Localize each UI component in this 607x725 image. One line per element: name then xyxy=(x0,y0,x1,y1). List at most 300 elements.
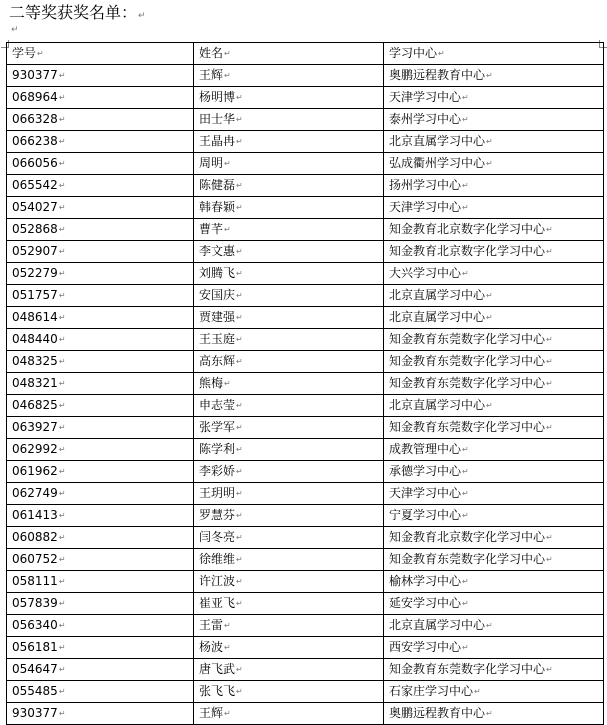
empty-paragraph-mark-icon: ↵ xyxy=(11,25,19,35)
cell-mark-icon: ↵ xyxy=(236,247,243,256)
cell-mark-icon: ↵ xyxy=(462,467,469,476)
cell-mark-icon: ↵ xyxy=(236,357,243,366)
cell-student-name xyxy=(194,131,384,153)
cell-student-name-text: 田士华 xyxy=(199,112,236,126)
cell-study-center xyxy=(384,307,604,329)
cell-mark-icon: ↵ xyxy=(236,291,243,300)
cell-mark-icon: ↵ xyxy=(462,577,469,586)
cell-mark-icon: ↵ xyxy=(58,181,66,190)
cell-mark-icon: ↵ xyxy=(546,555,553,564)
cell-study-center xyxy=(384,593,604,615)
cell-mark-icon: ↵ xyxy=(58,533,66,542)
cell-student-id xyxy=(7,373,194,395)
cell-student-name-text: 王玥明 xyxy=(199,486,236,500)
cell-student-id-text: 060752 xyxy=(12,552,58,566)
cell-mark-icon: ↵ xyxy=(236,665,243,674)
table-row xyxy=(7,307,604,329)
cell-student-name-text: 陈学利 xyxy=(199,442,236,456)
cell-student-id xyxy=(7,395,194,417)
cell-mark-icon: ↵ xyxy=(58,665,66,674)
cell-mark-icon: ↵ xyxy=(236,115,243,124)
cell-student-name xyxy=(194,87,384,109)
cell-study-center-text: 知金教育东莞数字化学习中心 xyxy=(389,420,546,434)
cell-student-id xyxy=(7,307,194,329)
cell-student-name xyxy=(194,219,384,241)
cell-mark-icon: ↵ xyxy=(462,511,469,520)
table-row xyxy=(7,659,604,681)
cell-study-center xyxy=(384,637,604,659)
cell-student-name-text: 陈健磊 xyxy=(199,178,236,192)
cell-student-name-text: 李彩娇 xyxy=(199,464,236,478)
cell-mark-icon: ↵ xyxy=(58,225,66,234)
cell-mark-icon: ↵ xyxy=(58,599,66,608)
cell-student-name-text: 曹芊 xyxy=(199,222,224,236)
cell-student-id-text: 062749 xyxy=(12,486,58,500)
cell-mark-icon: ↵ xyxy=(58,115,66,124)
cell-mark-icon: ↵ xyxy=(58,247,66,256)
table-row xyxy=(7,461,604,483)
cell-student-id-text: 061413 xyxy=(12,508,58,522)
cell-student-name xyxy=(194,197,384,219)
table-row xyxy=(7,153,604,175)
cell-student-id-text: 066328 xyxy=(12,112,58,126)
cell-study-center xyxy=(384,549,604,571)
cell-mark-icon: ↵ xyxy=(546,665,553,674)
cell-student-name xyxy=(194,461,384,483)
cell-student-name-text: 张飞飞 xyxy=(199,684,236,698)
cell-study-center-text: 天津学习中心 xyxy=(389,486,462,500)
cell-mark-icon: ↵ xyxy=(58,555,66,564)
document-title-text: 二等奖获奖名单： xyxy=(9,3,138,22)
cell-student-id xyxy=(7,417,194,439)
cell-study-center xyxy=(384,703,604,725)
cell-mark-icon: ↵ xyxy=(486,621,493,630)
cell-study-center xyxy=(384,263,604,285)
table-row xyxy=(7,109,604,131)
cell-student-name xyxy=(194,373,384,395)
cell-mark-icon: ↵ xyxy=(236,555,243,564)
cell-mark-icon: ↵ xyxy=(236,93,243,102)
cell-mark-icon: ↵ xyxy=(236,687,243,696)
cell-student-name-text: 高东辉 xyxy=(199,354,236,368)
cell-study-center xyxy=(384,197,604,219)
cell-student-name-text: 杨波 xyxy=(199,640,224,654)
cell-mark-icon: ↵ xyxy=(37,49,44,58)
cell-student-name-text: 徐维维 xyxy=(199,552,236,566)
table-row xyxy=(7,329,604,351)
cell-mark-icon: ↵ xyxy=(462,445,469,454)
cell-mark-icon: ↵ xyxy=(462,93,469,102)
winners-table xyxy=(6,42,604,725)
cell-student-name xyxy=(194,65,384,87)
cell-study-center xyxy=(384,439,604,461)
cell-mark-icon: ↵ xyxy=(486,159,493,168)
paragraph-mark-icon: ↵ xyxy=(138,11,146,21)
table-row xyxy=(7,703,604,725)
cell-mark-icon: ↵ xyxy=(236,203,243,212)
cell-student-name-text: 王辉 xyxy=(199,706,224,720)
cell-student-name-text: 周明 xyxy=(199,156,224,170)
cell-mark-icon: ↵ xyxy=(236,533,243,542)
table-row xyxy=(7,681,604,703)
cell-study-center-text: 成教管理中心 xyxy=(389,442,462,456)
cell-student-id-text: 054027 xyxy=(12,200,58,214)
table-row xyxy=(7,505,604,527)
cell-study-center-text: 延安学习中心 xyxy=(389,596,462,610)
cell-mark-icon: ↵ xyxy=(236,467,243,476)
cell-study-center-text: 天津学习中心 xyxy=(389,200,462,214)
cell-study-center xyxy=(384,681,604,703)
cell-study-center-text: 榆林学习中心 xyxy=(389,574,462,588)
table-row xyxy=(7,637,604,659)
cell-study-center-text: 北京直属学习中心 xyxy=(389,618,486,632)
cell-student-id xyxy=(7,593,194,615)
cell-student-name-text: 王玉庭 xyxy=(199,332,236,346)
cell-study-center-text: 知金教育东莞数字化学习中心 xyxy=(389,552,546,566)
cell-mark-icon: ↵ xyxy=(58,335,66,344)
cell-mark-icon: ↵ xyxy=(58,687,66,696)
table-row xyxy=(7,131,604,153)
cell-mark-icon: ↵ xyxy=(236,489,243,498)
cell-student-name-text: 杨明博 xyxy=(199,90,236,104)
cell-student-id xyxy=(7,637,194,659)
cell-student-name-text: 闫冬亮 xyxy=(199,530,236,544)
cell-student-name xyxy=(194,439,384,461)
column-header-name: 姓名↵ xyxy=(194,43,384,65)
cell-student-name xyxy=(194,637,384,659)
cell-study-center xyxy=(384,373,604,395)
table-body xyxy=(7,65,604,725)
table-row xyxy=(7,373,604,395)
cell-student-id xyxy=(7,329,194,351)
cell-student-name-text: 熊梅 xyxy=(199,376,224,390)
cell-student-name xyxy=(194,175,384,197)
cell-mark-icon: ↵ xyxy=(58,577,66,586)
cell-student-name-text: 李文惠 xyxy=(199,244,236,258)
cell-student-id xyxy=(7,505,194,527)
cell-mark-icon: ↵ xyxy=(58,357,66,366)
cell-study-center-text: 宁夏学习中心 xyxy=(389,508,462,522)
cell-student-id-text: 056181 xyxy=(12,640,58,654)
cell-mark-icon: ↵ xyxy=(546,357,553,366)
cell-student-name-text: 许江波 xyxy=(199,574,236,588)
cell-student-name xyxy=(194,681,384,703)
cell-student-id-text: 052279 xyxy=(12,266,58,280)
cell-study-center-text: 知金教育北京数字化学习中心 xyxy=(389,244,546,258)
cell-student-name-text: 王晶冉 xyxy=(199,134,236,148)
cell-student-id xyxy=(7,219,194,241)
cell-study-center-text: 西安学习中心 xyxy=(389,640,462,654)
cell-mark-icon: ↵ xyxy=(224,379,231,388)
cell-mark-icon: ↵ xyxy=(224,71,231,80)
cell-student-id xyxy=(7,681,194,703)
cell-study-center xyxy=(384,527,604,549)
table-row xyxy=(7,483,604,505)
cell-mark-icon: ↵ xyxy=(236,511,243,520)
cell-student-id-text: 048440 xyxy=(12,332,58,346)
cell-mark-icon: ↵ xyxy=(58,621,66,630)
cell-student-name-text: 王雷 xyxy=(199,618,224,632)
cell-study-center xyxy=(384,329,604,351)
table-row xyxy=(7,65,604,87)
cell-student-id-text: 048325 xyxy=(12,354,58,368)
cell-student-id xyxy=(7,65,194,87)
cell-student-name xyxy=(194,329,384,351)
table-row xyxy=(7,549,604,571)
cell-student-name xyxy=(194,307,384,329)
table-row xyxy=(7,351,604,373)
cell-study-center xyxy=(384,461,604,483)
cell-mark-icon: ↵ xyxy=(224,225,231,234)
cell-study-center xyxy=(384,219,604,241)
cell-student-id xyxy=(7,131,194,153)
cell-student-id xyxy=(7,109,194,131)
cell-student-name xyxy=(194,263,384,285)
cell-student-name xyxy=(194,395,384,417)
cell-student-id xyxy=(7,153,194,175)
cell-student-id xyxy=(7,483,194,505)
cell-mark-icon: ↵ xyxy=(486,137,493,146)
cell-study-center xyxy=(384,351,604,373)
cell-student-id-text: 063927 xyxy=(12,420,58,434)
cell-study-center xyxy=(384,615,604,637)
cell-student-name xyxy=(194,615,384,637)
cell-student-id-text: 056340 xyxy=(12,618,58,632)
cell-student-name-text: 张学军 xyxy=(199,420,236,434)
cell-student-id-text: 055485 xyxy=(12,684,58,698)
cell-mark-icon: ↵ xyxy=(58,379,66,388)
cell-study-center-text: 北京直属学习中心 xyxy=(389,310,486,324)
cell-mark-icon: ↵ xyxy=(486,291,493,300)
cell-student-name xyxy=(194,571,384,593)
cell-study-center-text: 知金教育北京数字化学习中心 xyxy=(389,222,546,236)
cell-student-name xyxy=(194,527,384,549)
cell-mark-icon: ↵ xyxy=(236,137,243,146)
cell-study-center xyxy=(384,395,604,417)
table-row xyxy=(7,395,604,417)
cell-study-center xyxy=(384,659,604,681)
cell-study-center xyxy=(384,483,604,505)
cell-mark-icon: ↵ xyxy=(224,643,231,652)
cell-study-center-text: 奥鹏远程教育中心 xyxy=(389,706,486,720)
cell-student-name-text: 申志莹 xyxy=(199,398,236,412)
cell-student-id xyxy=(7,241,194,263)
cell-study-center-text: 知金教育北京数字化学习中心 xyxy=(389,530,546,544)
cell-mark-icon: ↵ xyxy=(58,137,66,146)
cell-study-center xyxy=(384,505,604,527)
table-row xyxy=(7,285,604,307)
cell-student-id-text: 066238 xyxy=(12,134,58,148)
cell-student-id-text: 930377 xyxy=(12,68,58,82)
cell-student-id-text: 062992 xyxy=(12,442,58,456)
cell-study-center-text: 弘成衢州学习中心 xyxy=(389,156,486,170)
cell-student-id xyxy=(7,351,194,373)
cell-mark-icon: ↵ xyxy=(236,445,243,454)
cell-mark-icon: ↵ xyxy=(236,313,243,322)
cell-student-name xyxy=(194,483,384,505)
cell-mark-icon: ↵ xyxy=(224,159,231,168)
cell-mark-icon: ↵ xyxy=(474,687,481,696)
column-header-id: 学号↵ xyxy=(7,43,194,65)
cell-study-center-text: 知金教育东莞数字化学习中心 xyxy=(389,354,546,368)
cell-student-id-text: 065542 xyxy=(12,178,58,192)
cell-student-id-text: 930377 xyxy=(12,706,58,720)
table-row xyxy=(7,439,604,461)
cell-mark-icon: ↵ xyxy=(462,203,469,212)
cell-mark-icon: ↵ xyxy=(546,423,553,432)
cell-mark-icon: ↵ xyxy=(486,401,493,410)
cell-student-name xyxy=(194,153,384,175)
cell-student-name xyxy=(194,703,384,725)
table-row xyxy=(7,527,604,549)
cell-study-center-text: 天津学习中心 xyxy=(389,90,462,104)
cell-student-id xyxy=(7,703,194,725)
cell-mark-icon: ↵ xyxy=(58,71,66,80)
cell-student-name-text: 韩春颖 xyxy=(199,200,236,214)
cell-mark-icon: ↵ xyxy=(546,225,553,234)
cell-study-center-text: 知金教育东莞数字化学习中心 xyxy=(389,332,546,346)
table-row xyxy=(7,593,604,615)
cell-study-center-text: 扬州学习中心 xyxy=(389,178,462,192)
table-row xyxy=(7,571,604,593)
table-row xyxy=(7,197,604,219)
cell-mark-icon: ↵ xyxy=(462,643,469,652)
cell-student-id xyxy=(7,461,194,483)
cell-mark-icon: ↵ xyxy=(486,71,493,80)
cell-student-id-text: 068964 xyxy=(12,90,58,104)
cell-study-center xyxy=(384,285,604,307)
cell-mark-icon: ↵ xyxy=(486,313,493,322)
column-header-center: 学习中心↵ xyxy=(384,43,604,65)
cell-mark-icon: ↵ xyxy=(236,423,243,432)
cell-student-name xyxy=(194,285,384,307)
cell-mark-icon: ↵ xyxy=(236,577,243,586)
cell-student-name xyxy=(194,109,384,131)
cell-student-name-text: 崔亚飞 xyxy=(199,596,236,610)
cell-mark-icon: ↵ xyxy=(546,247,553,256)
cell-student-id xyxy=(7,87,194,109)
cell-mark-icon: ↵ xyxy=(462,599,469,608)
cell-student-name xyxy=(194,417,384,439)
cell-student-id-text: 061962 xyxy=(12,464,58,478)
cell-student-name xyxy=(194,351,384,373)
cell-mark-icon: ↵ xyxy=(58,709,66,718)
cell-study-center-text: 泰州学习中心 xyxy=(389,112,462,126)
cell-study-center-text: 大兴学习中心 xyxy=(389,266,462,280)
cell-mark-icon: ↵ xyxy=(236,335,243,344)
cell-student-id xyxy=(7,615,194,637)
cell-study-center xyxy=(384,241,604,263)
cell-study-center-text: 知金教育东莞数字化学习中心 xyxy=(389,376,546,390)
cell-mark-icon: ↵ xyxy=(58,401,66,410)
cell-study-center-text: 承德学习中心 xyxy=(389,464,462,478)
table-row xyxy=(7,175,604,197)
cell-student-name-text: 贾建强 xyxy=(199,310,236,324)
cell-student-id xyxy=(7,659,194,681)
cell-mark-icon: ↵ xyxy=(58,467,66,476)
cell-student-id-text: 052868 xyxy=(12,222,58,236)
cell-mark-icon: ↵ xyxy=(224,621,231,630)
cell-student-name-text: 刘腾飞 xyxy=(199,266,236,280)
cell-study-center-text: 奥鹏远程教育中心 xyxy=(389,68,486,82)
cell-mark-icon: ↵ xyxy=(546,335,553,344)
cell-mark-icon: ↵ xyxy=(224,709,231,718)
table-row xyxy=(7,241,604,263)
cell-student-name xyxy=(194,241,384,263)
cell-student-id xyxy=(7,439,194,461)
cell-student-id xyxy=(7,285,194,307)
cell-study-center xyxy=(384,87,604,109)
cell-study-center-text: 北京直属学习中心 xyxy=(389,398,486,412)
cell-student-id xyxy=(7,197,194,219)
cell-student-id xyxy=(7,263,194,285)
cell-student-name xyxy=(194,593,384,615)
cell-student-id-text: 060882 xyxy=(12,530,58,544)
cell-student-name-text: 罗慧芬 xyxy=(199,508,236,522)
cell-study-center xyxy=(384,417,604,439)
cell-study-center-text: 知金教育东莞数字化学习中心 xyxy=(389,662,546,676)
table-row xyxy=(7,615,604,637)
cell-mark-icon: ↵ xyxy=(58,313,66,322)
cell-mark-icon: ↵ xyxy=(546,379,553,388)
cell-mark-icon: ↵ xyxy=(438,49,445,58)
cell-study-center-text: 北京直属学习中心 xyxy=(389,134,486,148)
cell-student-id xyxy=(7,549,194,571)
cell-mark-icon: ↵ xyxy=(58,203,66,212)
cell-study-center xyxy=(384,109,604,131)
cell-mark-icon: ↵ xyxy=(58,643,66,652)
table-row xyxy=(7,263,604,285)
cell-student-id-text: 048321 xyxy=(12,376,58,390)
cell-mark-icon: ↵ xyxy=(546,533,553,542)
cell-student-id-text: 048614 xyxy=(12,310,58,324)
cell-student-name-text: 唐飞武 xyxy=(199,662,236,676)
cell-study-center xyxy=(384,131,604,153)
cell-mark-icon: ↵ xyxy=(58,269,66,278)
cell-mark-icon: ↵ xyxy=(236,181,243,190)
table-row xyxy=(7,417,604,439)
cell-mark-icon: ↵ xyxy=(58,159,66,168)
cell-mark-icon: ↵ xyxy=(462,489,469,498)
cell-mark-icon: ↵ xyxy=(58,489,66,498)
cell-student-name-text: 安国庆 xyxy=(199,288,236,302)
cell-student-id xyxy=(7,571,194,593)
cell-mark-icon: ↵ xyxy=(58,511,66,520)
cell-mark-icon: ↵ xyxy=(486,709,493,718)
cell-mark-icon: ↵ xyxy=(236,599,243,608)
cell-study-center xyxy=(384,153,604,175)
cell-mark-icon: ↵ xyxy=(462,181,469,190)
cell-student-id-text: 057839 xyxy=(12,596,58,610)
cell-mark-icon: ↵ xyxy=(58,291,66,300)
cell-student-id-text: 051757 xyxy=(12,288,58,302)
cell-mark-icon: ↵ xyxy=(462,115,469,124)
cell-student-id-text: 052907 xyxy=(12,244,58,258)
cell-mark-icon: ↵ xyxy=(236,401,243,410)
cell-mark-icon: ↵ xyxy=(58,423,66,432)
cell-student-id-text: 066056 xyxy=(12,156,58,170)
cell-student-id-text: 054647 xyxy=(12,662,58,676)
cell-student-name-text: 王辉 xyxy=(199,68,224,82)
cell-study-center xyxy=(384,175,604,197)
cell-mark-icon: ↵ xyxy=(58,445,66,454)
cell-study-center xyxy=(384,65,604,87)
table-row xyxy=(7,219,604,241)
cell-mark-icon: ↵ xyxy=(462,269,469,278)
cell-mark-icon: ↵ xyxy=(58,93,66,102)
cell-student-id xyxy=(7,527,194,549)
cell-study-center-text: 石家庄学习中心 xyxy=(389,684,474,698)
